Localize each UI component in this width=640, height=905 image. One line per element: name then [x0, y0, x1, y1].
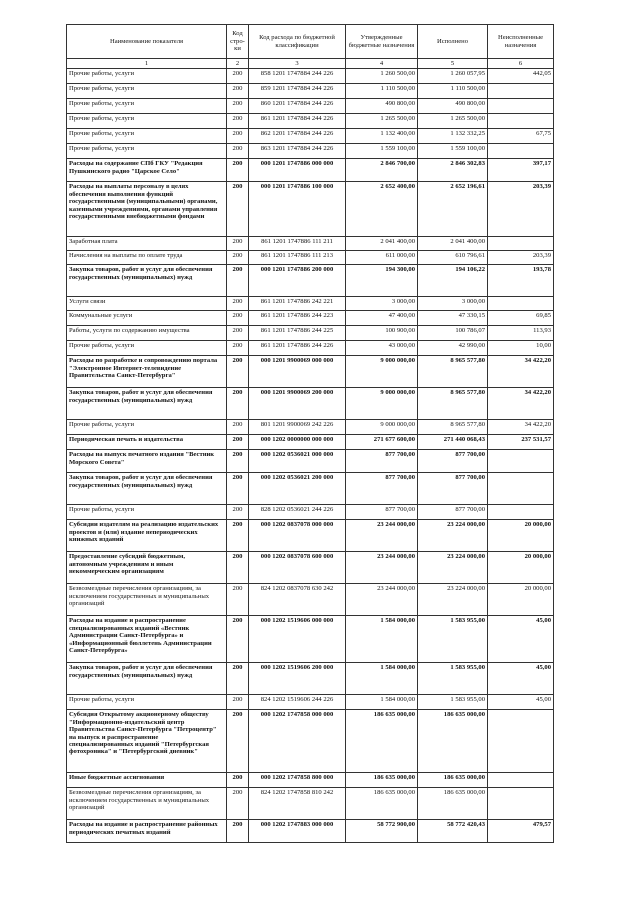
row-approved: 1 132 400,00	[346, 129, 418, 144]
table-row	[67, 159, 554, 182]
row-unexecuted: 45,00	[488, 616, 554, 663]
row-name: Иные бюджетные ассигнования	[67, 773, 227, 788]
table-row	[67, 69, 554, 84]
row-unexecuted: 20 000,00	[488, 584, 554, 616]
header-expense-code: Код расхода по бюджетной классификации	[249, 25, 346, 59]
row-expense-code: 000 1201 9900069 000 000	[249, 356, 346, 388]
row-unexecuted: 34 422,20	[488, 420, 554, 435]
row-line-code: 200	[227, 552, 249, 584]
row-approved: 1 584 000,00	[346, 663, 418, 695]
table-row	[67, 663, 554, 695]
row-expense-code: 859 1201 1747884 244 226	[249, 84, 346, 99]
budget-execution-table	[66, 24, 554, 843]
row-executed: 23 224 000,00	[418, 584, 488, 616]
row-executed: 1 583 955,00	[418, 695, 488, 710]
table-row	[67, 356, 554, 388]
row-expense-code: 000 1202 0536021 200 000	[249, 473, 346, 505]
row-line-code: 200	[227, 695, 249, 710]
table-row	[67, 520, 554, 552]
column-number: 5	[418, 59, 488, 69]
column-number: 4	[346, 59, 418, 69]
row-approved: 186 635 000,00	[346, 773, 418, 788]
row-name: Предоставление субсидий бюджетным, автономным учреждениям и иным некоммерческим организациям	[67, 552, 227, 584]
row-approved: 1 260 500,00	[346, 69, 418, 84]
row-approved: 1 584 000,00	[346, 616, 418, 663]
row-executed: 186 635 000,00	[418, 710, 488, 773]
header-line-code: Код стро- ки	[227, 25, 249, 59]
table-row	[67, 710, 554, 773]
row-unexecuted	[488, 788, 554, 820]
row-executed: 610 796,61	[418, 251, 488, 265]
row-name: Прочие работы, услуги	[67, 99, 227, 114]
column-number: 1	[67, 59, 227, 69]
table-row	[67, 237, 554, 251]
table-row	[67, 450, 554, 473]
row-executed: 1 583 955,00	[418, 616, 488, 663]
table-row	[67, 84, 554, 99]
row-unexecuted: 45,00	[488, 663, 554, 695]
row-line-code: 200	[227, 144, 249, 159]
row-unexecuted: 34 422,20	[488, 356, 554, 388]
row-expense-code: 000 1202 0837078 000 000	[249, 520, 346, 552]
table-row	[67, 297, 554, 311]
row-approved: 2 846 700,00	[346, 159, 418, 182]
row-approved: 9 000 000,00	[346, 356, 418, 388]
row-executed: 1 559 100,00	[418, 144, 488, 159]
row-executed: 8 965 577,80	[418, 420, 488, 435]
row-line-code: 200	[227, 435, 249, 450]
row-executed: 42 990,00	[418, 341, 488, 356]
table-row	[67, 129, 554, 144]
table-row	[67, 99, 554, 114]
row-unexecuted	[488, 473, 554, 505]
table-row	[67, 473, 554, 505]
row-line-code: 200	[227, 114, 249, 129]
row-approved: 877 700,00	[346, 473, 418, 505]
row-line-code: 200	[227, 663, 249, 695]
row-name: Прочие работы, услуги	[67, 84, 227, 99]
row-expense-code: 861 1201 1747886 111 211	[249, 237, 346, 251]
row-unexecuted: 69,85	[488, 311, 554, 326]
row-line-code: 200	[227, 820, 249, 843]
row-executed: 271 440 068,43	[418, 435, 488, 450]
column-number: 2	[227, 59, 249, 69]
row-name: Закупка товаров, работ и услуг для обеспечения государственных (муниципальных) нужд	[67, 473, 227, 505]
row-line-code: 200	[227, 182, 249, 237]
row-approved: 23 244 000,00	[346, 584, 418, 616]
row-name: Коммунальные услуги	[67, 311, 227, 326]
table-row	[67, 773, 554, 788]
row-approved: 23 244 000,00	[346, 552, 418, 584]
row-executed: 1 132 332,25	[418, 129, 488, 144]
row-line-code: 200	[227, 520, 249, 552]
row-expense-code: 861 1201 1747884 244 226	[249, 114, 346, 129]
row-executed: 47 330,15	[418, 311, 488, 326]
row-line-code: 200	[227, 326, 249, 341]
table-row	[67, 505, 554, 520]
row-name: Периодическая печать и издательства	[67, 435, 227, 450]
row-name: Прочие работы, услуги	[67, 129, 227, 144]
row-expense-code: 824 1202 0837078 630 242	[249, 584, 346, 616]
row-name: Закупка товаров, работ и услуг для обеспечения государственных (муниципальных) нужд	[67, 388, 227, 420]
row-executed: 877 700,00	[418, 450, 488, 473]
row-approved: 186 635 000,00	[346, 710, 418, 773]
table-row	[67, 265, 554, 297]
row-unexecuted: 193,78	[488, 265, 554, 297]
row-name: Заработная плата	[67, 237, 227, 251]
row-name: Субсидии издателям на реализацию издательских проектов и (или) издание непериодических книжных изданий	[67, 520, 227, 552]
row-unexecuted	[488, 99, 554, 114]
row-expense-code: 862 1201 1747884 244 226	[249, 129, 346, 144]
row-line-code: 200	[227, 297, 249, 311]
row-executed: 58 772 420,43	[418, 820, 488, 843]
column-number: 3	[249, 59, 346, 69]
row-unexecuted	[488, 237, 554, 251]
row-executed: 2 652 196,61	[418, 182, 488, 237]
row-executed: 877 700,00	[418, 473, 488, 505]
row-executed: 23 224 000,00	[418, 520, 488, 552]
row-expense-code: 824 1202 1519606 244 226	[249, 695, 346, 710]
row-executed: 490 800,00	[418, 99, 488, 114]
row-unexecuted: 237 531,57	[488, 435, 554, 450]
row-expense-code: 861 1201 1747886 111 213	[249, 251, 346, 265]
row-name: Прочие работы, услуги	[67, 69, 227, 84]
row-expense-code: 858 1201 1747884 244 226	[249, 69, 346, 84]
row-line-code: 200	[227, 616, 249, 663]
row-approved: 9 000 000,00	[346, 420, 418, 435]
table-row	[67, 616, 554, 663]
row-name: Субсидия Открытому акционерному обществу "Информационно-издательский центр Правительства Санкт-Петербурга "Петроцентр" на выпуск и распространение специализированных изданий "Петербургская фотохроника" и "Петербургский дневник"	[67, 710, 227, 773]
row-expense-code: 000 1202 1747858 800 000	[249, 773, 346, 788]
table-row	[67, 144, 554, 159]
row-line-code: 200	[227, 710, 249, 773]
row-unexecuted	[488, 144, 554, 159]
row-expense-code: 000 1202 1747858 000 000	[249, 710, 346, 773]
row-line-code: 200	[227, 773, 249, 788]
row-expense-code: 000 1201 1747886 200 000	[249, 265, 346, 297]
row-unexecuted	[488, 710, 554, 773]
row-unexecuted: 442,05	[488, 69, 554, 84]
row-name: Расходы на издание и распространение районных периодических печатных изданий	[67, 820, 227, 843]
row-approved: 1 265 500,00	[346, 114, 418, 129]
row-approved: 100 900,00	[346, 326, 418, 341]
table-row	[67, 584, 554, 616]
row-line-code: 200	[227, 265, 249, 297]
row-executed: 2 846 302,83	[418, 159, 488, 182]
row-line-code: 200	[227, 251, 249, 265]
row-expense-code: 801 1201 9900069 242 226	[249, 420, 346, 435]
row-expense-code: 000 1202 0000000 000 000	[249, 435, 346, 450]
row-approved: 9 000 000,00	[346, 388, 418, 420]
row-name: Расходы на содержание СПб ГКУ "Редакция Пушкинского радио "Царское Село"	[67, 159, 227, 182]
row-executed: 186 635 000,00	[418, 788, 488, 820]
row-unexecuted: 479,57	[488, 820, 554, 843]
column-number-row	[67, 59, 554, 69]
row-expense-code: 000 1202 1747883 000 000	[249, 820, 346, 843]
header-unexecuted: Неисполненные назначения	[488, 25, 554, 59]
row-approved: 490 800,00	[346, 99, 418, 114]
row-executed: 1 260 057,95	[418, 69, 488, 84]
row-expense-code: 000 1202 1519606 200 000	[249, 663, 346, 695]
row-name: Прочие работы, услуги	[67, 144, 227, 159]
row-approved: 3 000,00	[346, 297, 418, 311]
table-row	[67, 420, 554, 435]
header-name: Наименование показателя	[67, 25, 227, 59]
row-executed: 186 635 000,00	[418, 773, 488, 788]
row-name: Безвозмездные перечисления организациям, за исключением государственных и муниципальных организаций	[67, 584, 227, 616]
row-name: Прочие работы, услуги	[67, 420, 227, 435]
row-line-code: 200	[227, 99, 249, 114]
row-unexecuted: 20 000,00	[488, 520, 554, 552]
row-expense-code: 000 1202 1519606 000 000	[249, 616, 346, 663]
table-row	[67, 820, 554, 843]
row-name: Безвозмездные перечисления организациям, за исключением государственных и муниципальных организаций	[67, 788, 227, 820]
row-unexecuted	[488, 773, 554, 788]
column-number: 6	[488, 59, 554, 69]
row-unexecuted: 113,93	[488, 326, 554, 341]
table-row	[67, 326, 554, 341]
row-unexecuted: 10,00	[488, 341, 554, 356]
row-executed: 8 965 577,80	[418, 388, 488, 420]
row-line-code: 200	[227, 584, 249, 616]
row-line-code: 200	[227, 450, 249, 473]
table-body	[67, 69, 554, 843]
row-executed: 2 041 400,00	[418, 237, 488, 251]
row-approved: 2 652 400,00	[346, 182, 418, 237]
table-row	[67, 114, 554, 129]
row-expense-code: 828 1202 0536021 244 226	[249, 505, 346, 520]
row-approved: 271 677 600,00	[346, 435, 418, 450]
row-expense-code: 863 1201 1747884 244 226	[249, 144, 346, 159]
row-unexecuted	[488, 505, 554, 520]
row-approved: 1 584 000,00	[346, 695, 418, 710]
row-line-code: 200	[227, 420, 249, 435]
row-line-code: 200	[227, 237, 249, 251]
row-name: Услуги связи	[67, 297, 227, 311]
row-name: Прочие работы, услуги	[67, 695, 227, 710]
row-unexecuted: 397,17	[488, 159, 554, 182]
row-unexecuted: 45,00	[488, 695, 554, 710]
row-approved: 877 700,00	[346, 505, 418, 520]
row-expense-code: 000 1201 1747886 000 000	[249, 159, 346, 182]
row-executed: 877 700,00	[418, 505, 488, 520]
row-line-code: 200	[227, 84, 249, 99]
row-executed: 1 583 955,00	[418, 663, 488, 695]
row-approved: 43 000,00	[346, 341, 418, 356]
row-expense-code: 000 1201 1747886 100 000	[249, 182, 346, 237]
table-row	[67, 182, 554, 237]
row-line-code: 200	[227, 505, 249, 520]
row-line-code: 200	[227, 159, 249, 182]
row-line-code: 200	[227, 473, 249, 505]
row-unexecuted: 34 422,20	[488, 388, 554, 420]
row-unexecuted: 67,75	[488, 129, 554, 144]
row-unexecuted	[488, 114, 554, 129]
row-expense-code: 861 1201 1747886 244 225	[249, 326, 346, 341]
row-approved: 611 000,00	[346, 251, 418, 265]
table-row	[67, 552, 554, 584]
table-row	[67, 251, 554, 265]
row-unexecuted: 203,39	[488, 182, 554, 237]
row-line-code: 200	[227, 69, 249, 84]
row-name: Закупка товаров, работ и услуг для обеспечения государственных (муниципальных) нужд	[67, 265, 227, 297]
table-row	[67, 311, 554, 326]
row-executed: 100 786,07	[418, 326, 488, 341]
table-header-row	[67, 25, 554, 59]
row-unexecuted	[488, 84, 554, 99]
row-name: Расходы на выпуск печатного издания "Вестник Морского Совета"	[67, 450, 227, 473]
table-row	[67, 788, 554, 820]
row-name: Расходы на издание и распространение специализированных изданий «Вестник Администрации Санкт-Петербурга» и «Информационный бюллетень Администрации Санкт-Петербурга»	[67, 616, 227, 663]
table-row	[67, 341, 554, 356]
row-executed: 23 224 000,00	[418, 552, 488, 584]
row-name: Начисления на выплаты по оплате труда	[67, 251, 227, 265]
header-approved: Утвержденные бюджетные назначения	[346, 25, 418, 59]
row-executed: 194 106,22	[418, 265, 488, 297]
row-expense-code: 000 1202 0536021 000 000	[249, 450, 346, 473]
row-approved: 58 772 900,00	[346, 820, 418, 843]
header-executed: Исполнено	[418, 25, 488, 59]
row-executed: 8 965 577,80	[418, 356, 488, 388]
row-approved: 877 700,00	[346, 450, 418, 473]
row-expense-code: 861 1201 1747886 244 226	[249, 341, 346, 356]
row-executed: 1 110 500,00	[418, 84, 488, 99]
table-row	[67, 435, 554, 450]
row-name: Прочие работы, услуги	[67, 114, 227, 129]
row-approved: 2 041 400,00	[346, 237, 418, 251]
row-name: Прочие работы, услуги	[67, 505, 227, 520]
row-expense-code: 000 1202 0837078 600 000	[249, 552, 346, 584]
row-approved: 47 400,00	[346, 311, 418, 326]
row-approved: 23 244 000,00	[346, 520, 418, 552]
row-expense-code: 861 1201 1747886 242 221	[249, 297, 346, 311]
row-line-code: 200	[227, 311, 249, 326]
row-line-code: 200	[227, 129, 249, 144]
row-approved: 194 300,00	[346, 265, 418, 297]
row-line-code: 200	[227, 356, 249, 388]
row-unexecuted	[488, 297, 554, 311]
row-expense-code: 824 1202 1747858 810 242	[249, 788, 346, 820]
row-line-code: 200	[227, 388, 249, 420]
row-approved: 186 635 000,00	[346, 788, 418, 820]
row-name: Прочие работы, услуги	[67, 341, 227, 356]
row-expense-code: 860 1201 1747884 244 226	[249, 99, 346, 114]
table-row	[67, 388, 554, 420]
row-expense-code: 861 1201 1747886 244 223	[249, 311, 346, 326]
row-unexecuted	[488, 450, 554, 473]
row-unexecuted: 203,39	[488, 251, 554, 265]
row-unexecuted: 20 000,00	[488, 552, 554, 584]
table-row	[67, 695, 554, 710]
row-expense-code: 000 1201 9900069 200 000	[249, 388, 346, 420]
row-name: Закупка товаров, работ и услуг для обеспечения государственных (муниципальных) нужд	[67, 663, 227, 695]
row-executed: 1 265 500,00	[418, 114, 488, 129]
row-name: Расходы по разработке и сопровождению портала "Электронное Интернет-телевидение Правительства Санкт-Петербурга"	[67, 356, 227, 388]
row-line-code: 200	[227, 341, 249, 356]
row-approved: 1 110 500,00	[346, 84, 418, 99]
row-line-code: 200	[227, 788, 249, 820]
row-approved: 1 559 100,00	[346, 144, 418, 159]
row-name: Расходы на выплаты персоналу в целях обеспечения выполнения функций государственными (муниципальными) органами, казенными учреждениями, органами управления государственными внебюджетными фондами	[67, 182, 227, 237]
row-name: Работы, услуги по содержанию имущества	[67, 326, 227, 341]
row-executed: 3 000,00	[418, 297, 488, 311]
